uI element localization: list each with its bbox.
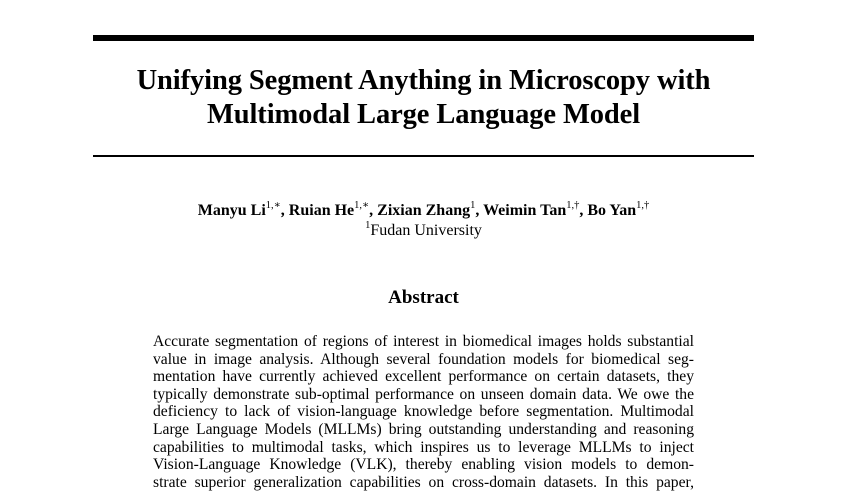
- author-block: [93, 201, 754, 241]
- abstract-line: deficiency to lack of vision-language knowledge before segmentation. Multimodal: [153, 403, 694, 421]
- author-affiliation-mark: 1,†: [566, 199, 580, 211]
- author-separator: ,: [280, 202, 289, 219]
- affiliation-name: Fudan University: [370, 222, 482, 239]
- top-rule: [93, 35, 754, 41]
- author-name: Manyu Li: [197, 202, 266, 219]
- affiliation-mark: 1: [365, 219, 371, 231]
- author-affiliation-mark: 1,†: [636, 199, 650, 211]
- title-line-1: Unifying Segment Anything in Microscopy with: [136, 65, 711, 96]
- abstract-line: mentation have currently achieved excellent performance on certain datasets, they: [153, 368, 694, 386]
- author-name: Ruian He: [288, 202, 355, 219]
- author-separator: ,: [579, 202, 588, 219]
- abstract-line: Large Language Models (MLLMs) bring outstanding understanding and reasoning: [153, 420, 694, 438]
- author-name: Zixian Zhang: [377, 202, 471, 219]
- author-separator: ,: [369, 202, 378, 219]
- author-affiliation-mark: 1,∗: [354, 199, 370, 211]
- abstract-line: Accurate segmentation of regions of interest in biomedical images holds substantial: [153, 333, 694, 350]
- abstract-line: capabilities to multimodal tasks, which inspires us to leverage MLLMs to inject: [153, 438, 694, 456]
- abstract-line: strate superior generalization capabilities on cross-domain datasets. In this paper,: [153, 473, 694, 491]
- affiliation: [93, 221, 754, 241]
- abstract-body: [153, 333, 694, 491]
- author-affiliation-mark: 1: [470, 199, 476, 211]
- abstract-heading: Abstract: [388, 287, 459, 308]
- author-list: [93, 201, 754, 221]
- author-name: Bo Yan: [587, 202, 637, 219]
- author-separator: ,: [475, 202, 484, 219]
- abstract-line: Vision-Language Knowledge (VLK), thereby enabling vision models to demon-: [153, 456, 694, 474]
- abstract-line: typically demonstrate sub-optimal performance on unseen domain data. We owe the: [153, 385, 694, 403]
- abstract-line: value in image analysis. Although several foundation models for biomedical seg-: [153, 350, 694, 368]
- author-affiliation-mark: 1,∗: [265, 199, 281, 211]
- paper-title: [93, 64, 754, 132]
- title-line-2: Multimodal Large Language Model: [206, 99, 641, 130]
- title-bottom-rule: [93, 155, 754, 157]
- author-name: Weimin Tan: [483, 202, 567, 219]
